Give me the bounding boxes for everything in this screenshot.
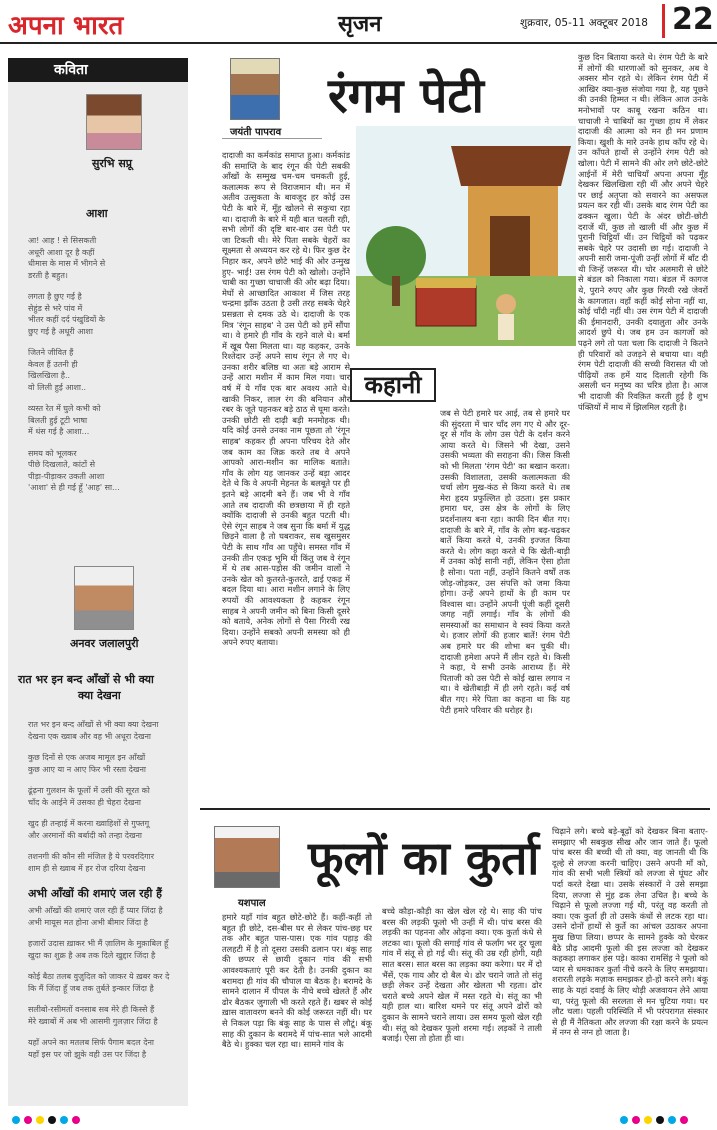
- yellow-dot: [644, 1116, 652, 1124]
- cyan-dot: [668, 1116, 676, 1124]
- story-divider: [200, 808, 710, 810]
- poem-body: [28, 906, 169, 1061]
- poem-line: 'आशा' से ही गई हूँ 'आह' सा...: [28, 483, 120, 492]
- story-column: चिढ़ाने लगे। बच्चे बड़े-बूढ़ों को देखकर बिना बताए-समझाए भी सबकुछ सीख और जान जाते हैं। फूलो पांच बरस की बच्ची थी तो क्या, वह जानती थी कि दूल्हे से लज्जा करनी चाहिए। उसने अपनी माँ को, गांव की सभी भली स्त्रियों को लज्जा से घूंघट और पर्दा करते देखा था। उसके संस्कारों ने उसे समझा दिया, लज्जा से मुंह ढक लेना उचित है। बच्चे के चिढ़ाने से फूलो लज्जा गई थी, परंतु वह करती तो क्या। एक कुर्ता ही तो उसके कंधों से लटक रहा था। उसने दोनों हाथों से कुर्ते का आंचल उठाकर अपना मुख छिपा लिया। छप्पर के सामने हुक्के को घेरकर बैठे प्रौढ़ आदमी फूलो की इस लज्जा को देखकर कहकहा लगाकर हंस पड़े। काका रामसिंह ने फूलो को प्यार से धमकाकर कुर्ता नीचे करने के लिए समझाया। शरारती लड़के मज़ाक समझकर हो-हो करने लगे। बंकू साह के यहां दवाई के लिए थोड़ी अजवायन लेने आया था, परंतु फूलो की सरलता से मन चुटिया गया। घर लौट चला। पहली परिस्थिति में भी परंपरागत संस्कार से ही मैं नैतिकता और लज्जा की रक्षा करने के प्रयत्न में नग्न से नग्न हो जाता है।: [552, 826, 708, 1038]
- story-column: कुछ दिन बिताया करते थे। रंगम पेटी के बारे में लोगों की धारणाओं को सुनकर, अब वे अक्सर मौन रहते थे। लेकिन रंगम पेटी में आखिर क्या-कुछ संजोया गया है, यह पूछने की उनकी हिम्मत न थी। लेकिन आज उनके मनोभावों पर काबू रखना कठिन था। चाचाजी ने चाबियों का गुच्छा हाथ में लेकर दादाजी की आत्मा को मन ही मन प्रणाम किया। खुशी के मारे उनके हाथ काँप रहे थे। उन काँपते हाथों से उन्होंने रंगम पेटी को खोला। पेटी में सामने की ओर लगे छोटे-छोटे आईनों में मेरी चाचियाँ अपना अपना मूँह देखकर खिलखिला रही थीं और अपने चेहरे पर छाई अतृप्ता को सवारने का असफल प्रयत्न कर रही थीं। उसके बाद रंगम पेटी का ढक्कन खुला। पेटी के अंदर छोटी-छोटी दराजें थीं, कुछ तो खाली थीं और कुछ में पुरानी चिट्ठियाँ थीं। उन चिट्ठियों को पढ़कर सबके चेहरे पर उदासी छा गई। दादाजी ने अपनी सारी जमा-पूंजी उन्हीं लोगों में बाँट दी थी जिन्हें जरूरत थी। चोर अलमारी से छोटे से बंडल को निकाला गया। बंडल में कागज थे, पुराने रुपए और कुछ गिरवी रखे जेवरों के कागजात। वहाँ कहीं कोई सोना नहीं था, कोई चाँदी नहीं थी। उस रंगम पेटी में दादाजी की ईमानदारी, उनकी दयालुता और उनके आदर्श छुपे थे। जब हम उन कागजों को पढ़ने लगे तो पता चला कि दादाजी ने कितने ही परिवारों को उजड़ने से बचाया था। वही रंगम पेटी दादाजी की सच्ची विरासत थी जो पीढ़ियों तक हमें याद दिलाती रहेगी कि असली धन मनुष्य का चरित्र होता है। आज भी दादाजी की रिवक़ित करती हुई है शुभ पंक्तियों में माथ में झिलमिल रहती है।: [578, 52, 708, 412]
- print-registration-marks: [620, 1116, 688, 1126]
- poem-line: सेहुंड से भरे पांव में: [28, 303, 83, 313]
- door: [490, 216, 530, 276]
- story-title: रंगम पेटी: [328, 68, 484, 124]
- stanza-gap: [28, 842, 159, 851]
- poem-line: खुदा का शुक्र है अब तक दिले खुद्दार जिंदा है: [28, 950, 156, 960]
- poem-line: देखना एक ख्वाब और वह भी अधूरा देखना: [28, 731, 151, 741]
- story-illustration: [356, 126, 576, 346]
- poem-line: पीछे दिखलाते, कांटों से: [28, 460, 96, 469]
- sidebar-heading: कविता: [8, 58, 188, 82]
- cyan-dot: [12, 1116, 20, 1124]
- poem-line: ढूंढ़ना गुलशन के फूलों में उसी की सूरत को: [28, 786, 150, 795]
- poem-line: धीमास के मास में भीगने से: [28, 259, 106, 268]
- poem-line: यहाँ इस पर जो झुके वही उस पर जिंदा है: [28, 1049, 147, 1059]
- poem-line: रात भर इन बन्द आँखों से भी क्या क्या देखना: [28, 720, 159, 729]
- stanza-gap: [28, 929, 169, 938]
- poem-line: अभी आँखों की शमाएं जल रही हैं प्यार जिंदा है: [28, 906, 163, 915]
- poet-name: अनवर जलालपुरी: [70, 637, 139, 650]
- author-photo: [214, 826, 280, 888]
- poetry-sidebar: [8, 58, 188, 1106]
- author-name: जयंती पापराव: [230, 127, 282, 138]
- story-column: जब से पेटी हमारे घर आई, तब से हमारे घर की सुंदरता में चार चाँद लग गए थे और दूर-दूर से गाँव के लोग उस पेटी के दर्शन करने आया करते थे। जिसने भी देखा, उसने उसकी भव्यता की सराहना की। जिस किसी को भी मिलता 'रंगम पेटी' का बखान करता। उसकी विशालता, उसकी कलात्मकता की चर्चा लोग मुख-कंठ से किया करते थे। तब मेरा हृदय प्रफुल्लित हो उठता। इस प्रकार हमारा घर, उस क्षेत्र के लोगों के लिए प्रदर्शनालय बना रहा। काफी दिन बीत गए। दादाजी के बारे में, गाँव के लोग बढ़-चढ़कर बातें किया करते थे, उनकी इज्जत किया करते थे। लोग कहा करते थे कि खेती-बाड़ी में उनका कोई सानी नहीं, लेकिन ऐसा होता है सोना। पता नहीं, उन्होंने कितने वर्षों तक जोड़-जोड़कर, उस संपत्ति को जमा किया होगा। उन्हें अपने हाथों के ही काम पर विश्वास था। उन्होंने अपनी पूंजी कहीं दूसरी जगह नहीं लगाई। गाँव के लोगों की समस्याओं का समाधान वे स्वयं किया करते थे। हजार लोगों की हजार बातें! रंगम पेटी अब हमारे घर की शोभा बन चुकी थी। दादाजी हमेशा अपने मैं लीन रहते थे। किसी ने कहा, ये सभी उनके आराध्य हैं। मेरे पिताजी को उस पेटी से कोई खास लगाव न था। वे खेतीबाड़ी में ही लगे रहते। कई वर्ष बीत गए। मेरे पिता का कहना था कि यह पेटी हमारे परिवार की धरोहर है।: [440, 408, 570, 715]
- poem-line: तशनगी की कौन सी मंजिल है ये परवरदिगार: [28, 852, 154, 861]
- cyan-dot: [60, 1116, 68, 1124]
- story-column: बच्चे कौड़ा-कौड़ी का खेल खेल रहे थे। साह की पांच बरस की लड़की फूलो भी उन्हीं में थी। पांच बरस की लड़की का पहनना और ओढ़ना क्या। एक कुर्ता कंधे से लटका था। फूलो की सगाई गांव से फर्लांग भर दूर चूला गांव में संतू से हो गई थी। संतू की उम्र रही होगी, यही सात बरस। सात बरस का लड़का क्या करेगा। घर में दो भैंसें, एक गाय और दो बैल थे। ढोर चराने जाते तो संतू छड़ी लेकर उन्हें देखता और खेलता भी रहता। ढोर चराते बच्चे अपने खेल में मस्त रहते थे। संतू का भी यही हाल था। बारिश थमने पर संतू अपने ढोरों को दुकान के सामने चराने लाया। उस समय फूलो खेल रही थी। संतू को देखकर फूलो शरमा गई। लड़कों ने ताली बजाई। ऐसा तो होता ही था।: [382, 906, 542, 1044]
- poem-line: यहाँ अपने का मतलब सिर्फ पैगाम बदल देना: [28, 1038, 154, 1047]
- poem-title: क्या देखना: [78, 689, 121, 702]
- poet-photo: [74, 566, 134, 630]
- page-number-divider: [662, 4, 665, 38]
- poem-line: मेरे ख्वाबों में अब भी आसमी गुलज़ार जिंदा है: [28, 1016, 158, 1026]
- print-registration-marks: [12, 1116, 80, 1126]
- poem-line: बिलती हुई टूटी भाषा: [28, 415, 88, 425]
- magenta-dot: [24, 1116, 32, 1124]
- brand-logo: अपना भारत: [8, 11, 124, 41]
- poem-line: डरती है बहुत।: [28, 270, 68, 280]
- poem-line: कि मैं जिंदा हूँ जब तक तुर्बते इन्कार जिंदा है: [28, 983, 154, 993]
- roof: [451, 146, 571, 186]
- poem-line: खिलखिला है..: [28, 371, 71, 380]
- magenta-dot: [72, 1116, 80, 1124]
- stanza-gap: [28, 394, 120, 403]
- story-column: दादाजी का कर्मकांड समाप्त हुआ। कर्मकांड की समाप्ति के बाद रंगून की पेटी सबकी आँखों के सम्मुख चम-चम चमकती हुई, कलात्मक रूप से विराजमान थी। मन में अतीव उत्सुकता के बावजूद हर कोई उस पेटी के बारे में, मूँह खोलने से सकुचा रहा था। दादाजी के बारे में यही बात चलती रही, सभी लोगों की दृष्टि बार-बार उस पेटी पर जा टिकती थी। मेरे पिता सबके चेहरों का सूक्ष्मता से अध्ययन कर रहे थे। फिर कुछ देर निहार कर, अपने छोटे भाई की ओर उन्मुख हुए- भाई! उस रंगम पेटी को खोलो। उन्होंने चाबी का गुच्छा चाचाजी की ओर बढ़ा दिया। मेघों से आच्छादित आकाश में जिस तरह चन्द्रमा झाँक उठता है उसी तरह सबके चेहरे प्रसन्नता से दमक उठे थे। दादाजी के एक मित्र 'रंगून साहब' ने उस पेटी को हमें सौंपा था। वे हमारे ही गाँव के रहने वाले थे। बर्मा में खूब पैसा मिलता था। यह कहकर, उनके रिश्तेदार उन्हें अपने साथ रंगून ले गए थे। उनका शरीर बलिष्ठ था अतः बड़े आराम से उन्हें आरा मशीन में काम मिल गया। चार वर्ष में ये गाँव एक बार अवश्य आते थे। खाकी निकर, लाल रंग की बनियान और रबर के जूते पहनकर बड़े ठाठ से घूमा करते। उनकी छोटी सी दाढ़ी बड़ी मनमोहक थी। यदि कोई उनसे उनका नाम पूछता तो 'रंगून साहब' कहकर ही अपना परिचय देते और जब काम का जिक्र करते तब वे अपने आपको आरा-मशीन का मालिक बताते। गाँव के लोग यह जानकर उन्हें बड़ा आदर देते थे कि वे अपनी मेहनत के बलबूते पर ही इतने बड़े आदमी बने हैं। जब भी वे गाँव आते तब दादाजी की छत्रछाया में ही रहते क्योंकि दादाजी से उनकी बहुत पटती थी। ऐसे रंगून साहब ने जब सुना कि बर्मा में युद्ध छिड़ने वाला है तो घबराकर, सब खुसमुसर पेटी के साथ गाँव आ पहुँचे। समस्त गाँव में उनकी तीन एकड़ भूमि थी किंतु जब वे रंगून में थे तब आस-पड़ोस की जमीन वालों ने उनके खेत को कुतरते-कुतरते, ढाई एकड़ में बदल दिया था। आरा मशीन लगाने के लिए रुपयों की आवश्यकता है कहकर रंगून साहब ने अपनी जमीन को बिना किसी दूसरे को बताये, अनेक लोगों से पैसा गिरवी रख दिया। उन्होंने सबको अपनी समस्या को ही अपने रुपए बताया।: [222, 150, 350, 648]
- poem-line: हजारों उदास ख़ाकर भी मैं ज़ालिम के मुक़ाबिल हूँ: [28, 939, 169, 948]
- poem-line: अधूरी आशा दूर है कहीं: [28, 247, 95, 257]
- poet-photo: [86, 94, 142, 150]
- masthead: [0, 0, 717, 44]
- magenta-dot: [680, 1116, 688, 1124]
- poem-line: केवल हैं उतनी ही: [28, 359, 78, 369]
- page-number: 22: [672, 2, 714, 37]
- story-title: फूलों का कुर्ता: [308, 831, 540, 885]
- cyan-dot: [620, 1116, 628, 1124]
- poem-line: अभी मायूस मत होना अभी बीमार जिंदा है: [28, 917, 148, 927]
- poem-title: अभी आँखों की शमाएं जल रही हैं: [28, 887, 162, 900]
- section-title: सृजन: [338, 11, 382, 37]
- chest-lid: [416, 278, 476, 288]
- author-name: यशपाल: [238, 898, 266, 909]
- figure-body: [498, 314, 514, 340]
- author-illustration: [230, 58, 280, 120]
- poem-line: चाँद के आईने में उसका ही चेहरा देखना: [28, 797, 141, 807]
- poet-name: सुरभि सप्रू: [92, 157, 133, 170]
- stanza-gap: [28, 809, 159, 818]
- poem-line: में धंस गई है आशा...: [28, 427, 90, 436]
- stanza-gap: [28, 439, 120, 448]
- poem-line: जितने जीवित हैं: [28, 348, 74, 357]
- story-column: हमारे यहाँ गांव बहुत छोटे-छोटे हैं। कहीं-कहीं तो बहुत ही छोटे, दस-बीस घर से लेकर पांच-छह घर तक और बहुत पास-पास। एक गांव पहाड़ की तलहटी में है तो दूसरा उसकी ढलान पर। बंकू साह की छप्पर से छायी दुकान गांव की सभी आवश्यकताएं पूरी कर देती है। उनकी दुकान का बरामदा ही गांव की चौपाल या बैठक है। बरामदे के सामने दालान में पीपल के नीचे बच्चे खेलते हैं और ढोर बैठकर जुगाली भी करते रहते हैं। खबर से कोई ख़ास वातावरण बनने की कोई जरूरत नहीं थी। घर से निकल पड़ा कि बंकू साह के पास से लौटूं। बंकू साह की दुकान के बरामदे में पांच-सात भले आदमी बैठे थे। हुक्का चल रहा था। सामने गांव के: [222, 912, 372, 1050]
- poem-line: वो लिली हुई आशा..: [28, 382, 87, 392]
- genre-label: कहानी: [350, 368, 436, 402]
- stanza-gap: [28, 995, 169, 1004]
- stanza-gap: [28, 282, 120, 291]
- poem-line: आ! आह ! से सिसकती: [28, 236, 97, 245]
- poem-line: और अरमानों की बर्बादी को तन्हा देखना: [28, 830, 143, 840]
- chest-box: [416, 286, 476, 326]
- stanza-gap: [28, 962, 169, 971]
- poem-line: कुछ दिनों से एक अजब मामूल इन आँखों: [28, 753, 146, 762]
- poem-line: सलीबो-रसीमतों वनसाब सब मेरे ही किस्से हैं: [28, 1005, 155, 1014]
- magenta-dot: [632, 1116, 640, 1124]
- poem-line: छुए गई है अधूरी आशा: [28, 326, 93, 336]
- poem-line: भीतर कहीं दर्द पंखुडियों के: [28, 315, 105, 324]
- poem-line: लगता है छुए गई है: [28, 292, 82, 301]
- poem-line: खुद ही तन्हाई में करना ख्वाहिशों से गुफ्तगू: [28, 819, 150, 828]
- issue-date: शुक्रवार, 05-11 अक्टूबर 2018: [520, 17, 648, 29]
- poem-title: रात भर इन बन्द आँखों से भी क्या: [18, 673, 154, 686]
- black-dot: [48, 1116, 56, 1124]
- poem-title: आशा: [86, 207, 108, 220]
- divider: [222, 138, 322, 139]
- poem-line: व्यस्त रेत में घुले कभी को: [28, 404, 101, 413]
- stanza-gap: [28, 776, 159, 785]
- stanza-gap: [28, 1028, 169, 1037]
- poem-line: कोई बैठा तलब वुज़ुदिल को जाकर ये ख़बर कर दे: [28, 972, 170, 981]
- poem-line: कुछ आए या न आए फिर भी रस्ता देखना: [28, 764, 146, 774]
- stanza-gap: [28, 743, 159, 752]
- figure-head: [496, 294, 516, 314]
- poem-body: [28, 236, 120, 495]
- poem-line: पीड़ा-पीड़ाकर उकती आशा: [28, 471, 105, 481]
- tree-trunk: [392, 276, 400, 306]
- stanza-gap: [28, 338, 120, 347]
- yellow-dot: [36, 1116, 44, 1124]
- black-dot: [656, 1116, 664, 1124]
- poem-body: [28, 720, 159, 875]
- poem-line: समय को भूलकर: [28, 448, 77, 458]
- poem-line: शाम ही से ख्वाब में हर रोज दरिया देखना: [28, 863, 146, 873]
